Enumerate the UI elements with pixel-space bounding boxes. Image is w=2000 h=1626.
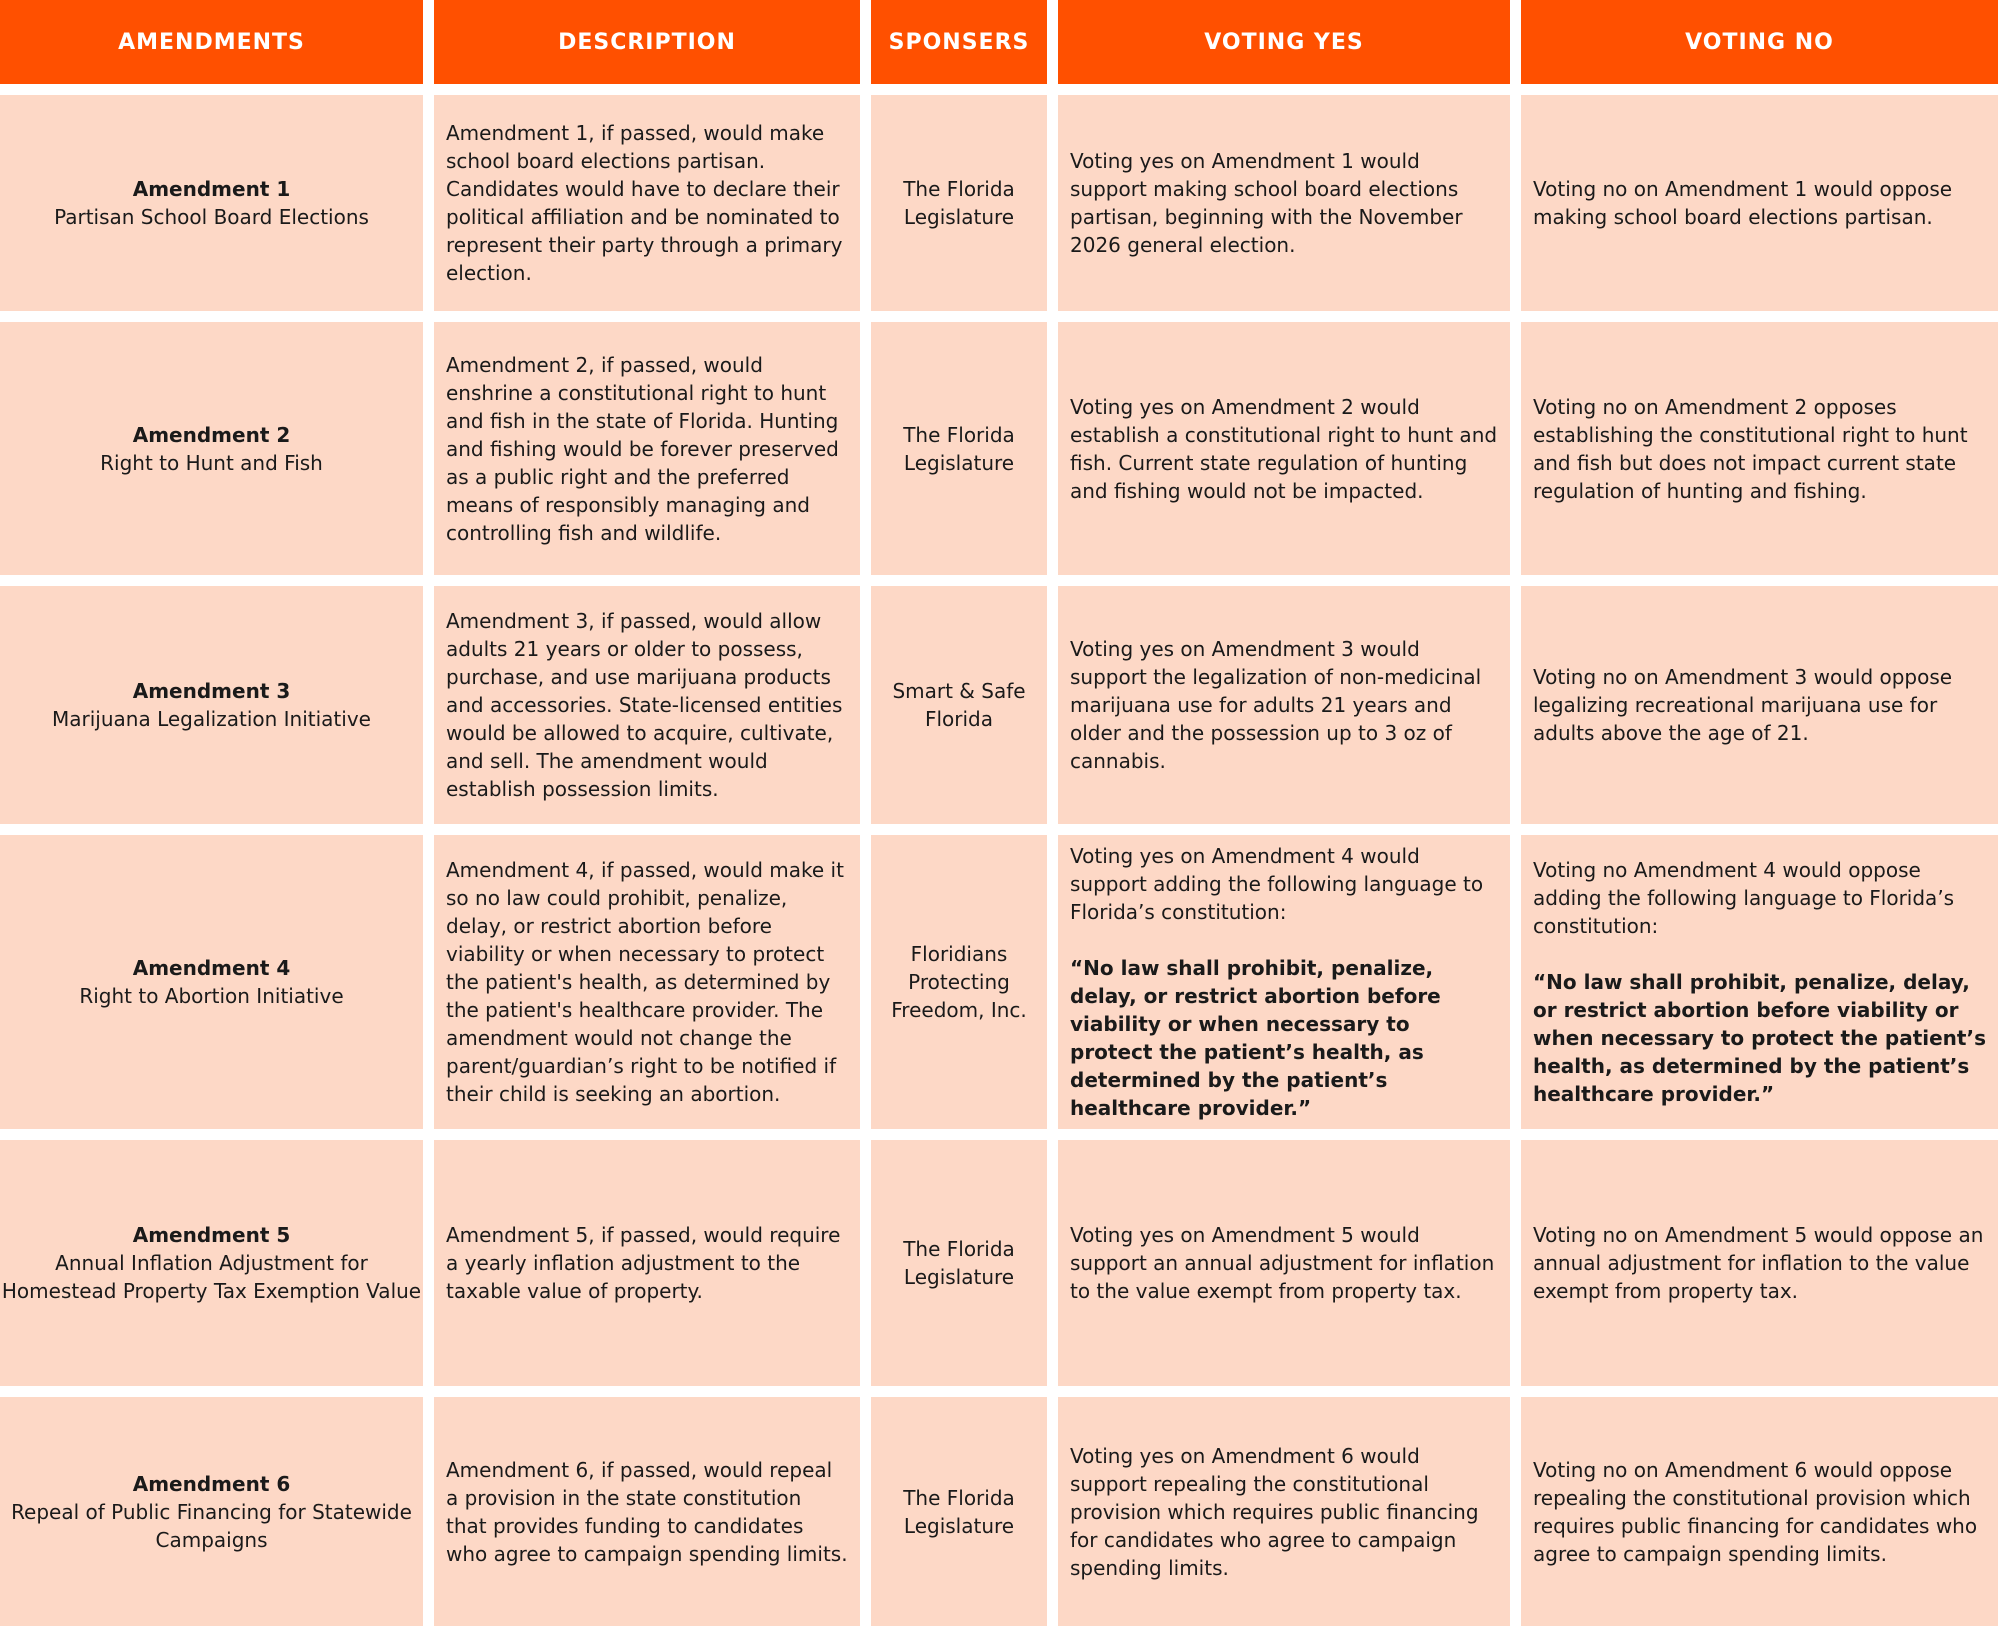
amendment-1-sponsor [871,95,1047,311]
voting-yes-text: Voting yes on Amendment 1 would support making school board elections partisan, beginning with the November 2026 general election. [1070,149,1463,257]
amendment-title: Amendment 4 [132,956,291,980]
voting-no-quote: “No law shall prohibit, penalize, delay, or restrict abortion before viability or when necessary to protect the patient’s health, as determined by the patient’s healthcare provider.” [1533,970,1986,1106]
amendment-6-voting-yes [1058,1397,1510,1626]
sponsor-text: The Florida Legislature [903,1237,1015,1289]
amendment-5-description [434,1140,860,1386]
voting-yes-quote: “No law shall prohibit, penalize, delay, or restrict abortion before viability or when necessary to protect the patient’s health, as determined by the patient’s healthcare provider.” [1070,956,1441,1120]
amendment-6-voting-no [1521,1397,1998,1626]
voting-no-text: Voting no on Amendment 6 would oppose repealing the constitutional provision which requires public financing for candidates who agree to campaign spending limits. [1533,1457,1978,1566]
voting-yes-text: Voting yes on Amendment 5 would support an annual adjustment for inflation to the value exempt from property tax. [1070,1223,1495,1303]
amendment-5-sponsor [871,1140,1047,1386]
amendment-1-description [434,95,860,311]
amendment-title: Amendment 5 [132,1223,291,1247]
description-text: Amendment 6, if passed, would repeal a provision in the state constitution that provides funding to candidates who agree to campaign spending limits. [446,1457,848,1566]
voting-yes-text: Voting yes on Amendment 4 would support adding the following language to Florida’s constitution: [1070,844,1484,924]
amendment-title: Amendment 2 [132,422,291,447]
amendment-5-name-cell [0,1140,423,1386]
voting-yes-text: Voting yes on Amendment 6 would support repealing the constitutional provision which requires public financing for candidates who agree to campaign spending limits. [1070,1443,1479,1580]
amendment-2-sponsor [871,322,1047,575]
sponsor-text: The Florida Legislature [903,177,1015,229]
description-text: Amendment 5, if passed, would require a yearly inflation adjustment to the taxable value of property. [446,1223,841,1303]
amendment-4-voting-yes [1058,835,1510,1129]
amendment-3-voting-no [1521,586,1998,824]
voting-yes-text: Voting yes on Amendment 2 would establish a constitutional right to hunt and fish. Current state regulation of hunting and fishing would not be impacted. [1070,394,1498,503]
amendment-subtitle: Marijuana Legalization Initiative [52,707,371,731]
amendment-2-description [434,322,860,575]
description-text: Amendment 2, if passed, would enshrine a constitutional right to hunt and fish in the state of Florida. Hunting and fishing would be forever preserved as a public right and the preferred means of responsibly managing and controlling fish and wildlife. [446,352,839,545]
voting-no-text: Voting no on Amendment 3 would oppose legalizing recreational marijuana use for adults above the age of 21. [1533,665,1953,745]
amendment-3-sponsor [871,586,1047,824]
amendment-4-sponsor [871,835,1047,1129]
header-amendments: AMENDMENTS [0,0,423,84]
amendment-title: Amendment 6 [132,1471,291,1496]
sponsor-text: Smart & Safe Florida [892,679,1026,731]
sponsor-text: The Florida Legislature [903,1485,1015,1538]
voting-no-text: Voting no on Amendment 2 opposes establishing the constitutional right to hunt and fish but does not impact current state regulation of hunting and fishing. [1533,394,1968,503]
amendment-6-sponsor [871,1397,1047,1626]
description-text: Amendment 4, if passed, would make it so no law could prohibit, penalize, delay, or restrict abortion before viability or when necessary to protect the patient's health, as determined by the patient's healthcare provider. The amendment would not change the parent/guardian’s right to be notified if their child is seeking an abortion. [446,858,844,1106]
amendment-5-voting-yes [1058,1140,1510,1386]
amendment-title: Amendment 3 [132,679,291,703]
amendment-3-name-cell [0,586,423,824]
voting-no-text: Voting no on Amendment 5 would oppose an annual adjustment for inflation to the value exempt from property tax. [1533,1223,1984,1303]
amendment-subtitle: Repeal of Public Financing for Statewide Campaigns [11,1499,412,1552]
voting-yes-text: Voting yes on Amendment 3 would support the legalization of non-medicinal marijuana use for adults 21 years and older and the possession up to 3 oz of cannabis. [1070,637,1482,773]
amendment-6-name-cell [0,1397,423,1626]
amendment-3-voting-yes [1058,586,1510,824]
amendment-title: Amendment 1 [132,177,291,201]
description-text: Amendment 3, if passed, would allow adults 21 years or older to possess, purchase, and use marijuana products and accessories. State-licensed entities would be allowed to acquire, cultivate, and sell. The amendment would establish possession limits. [446,609,843,801]
amendment-subtitle: Annual Inflation Adjustment for Homestead Property Tax Exemption Value [1,1251,422,1303]
description-text: Amendment 1, if passed, would make school board elections partisan. Candidates would have to declare their political affiliation and be nominated to represent their party through a primary election. [446,121,843,285]
header-description: DESCRIPTION [434,0,860,84]
amendment-2-voting-yes [1058,322,1510,575]
voting-no-text: Voting no on Amendment 1 would oppose making school board elections partisan. [1533,177,1953,229]
header-voting-yes: VOTING YES [1058,0,1510,84]
voting-no-text: Voting no Amendment 4 would oppose adding the following language to Florida’s constitution: [1533,858,1955,938]
amendment-5-voting-no [1521,1140,1998,1386]
amendment-4-description [434,835,860,1129]
amendment-subtitle: Partisan School Board Elections [54,205,369,229]
amendment-2-name-cell [0,322,423,575]
sponsor-text: The Florida Legislature [903,422,1015,475]
amendment-subtitle: Right to Abortion Initiative [79,984,344,1008]
amendment-1-name-cell [0,95,423,311]
header-voting-no: VOTING NO [1521,0,1998,84]
amendment-4-name-cell [0,835,423,1129]
header-sponsers: SPONSERS [871,0,1047,84]
amendment-4-voting-no [1521,835,1998,1129]
amendment-1-voting-no [1521,95,1998,311]
amendment-subtitle: Right to Hunt and Fish [100,450,323,475]
amendment-2-voting-no [1521,322,1998,575]
amendment-3-description [434,586,860,824]
amendment-6-description [434,1397,860,1626]
amendment-1-voting-yes [1058,95,1510,311]
sponsor-text: Floridians Protecting Freedom, Inc. [891,942,1027,1022]
